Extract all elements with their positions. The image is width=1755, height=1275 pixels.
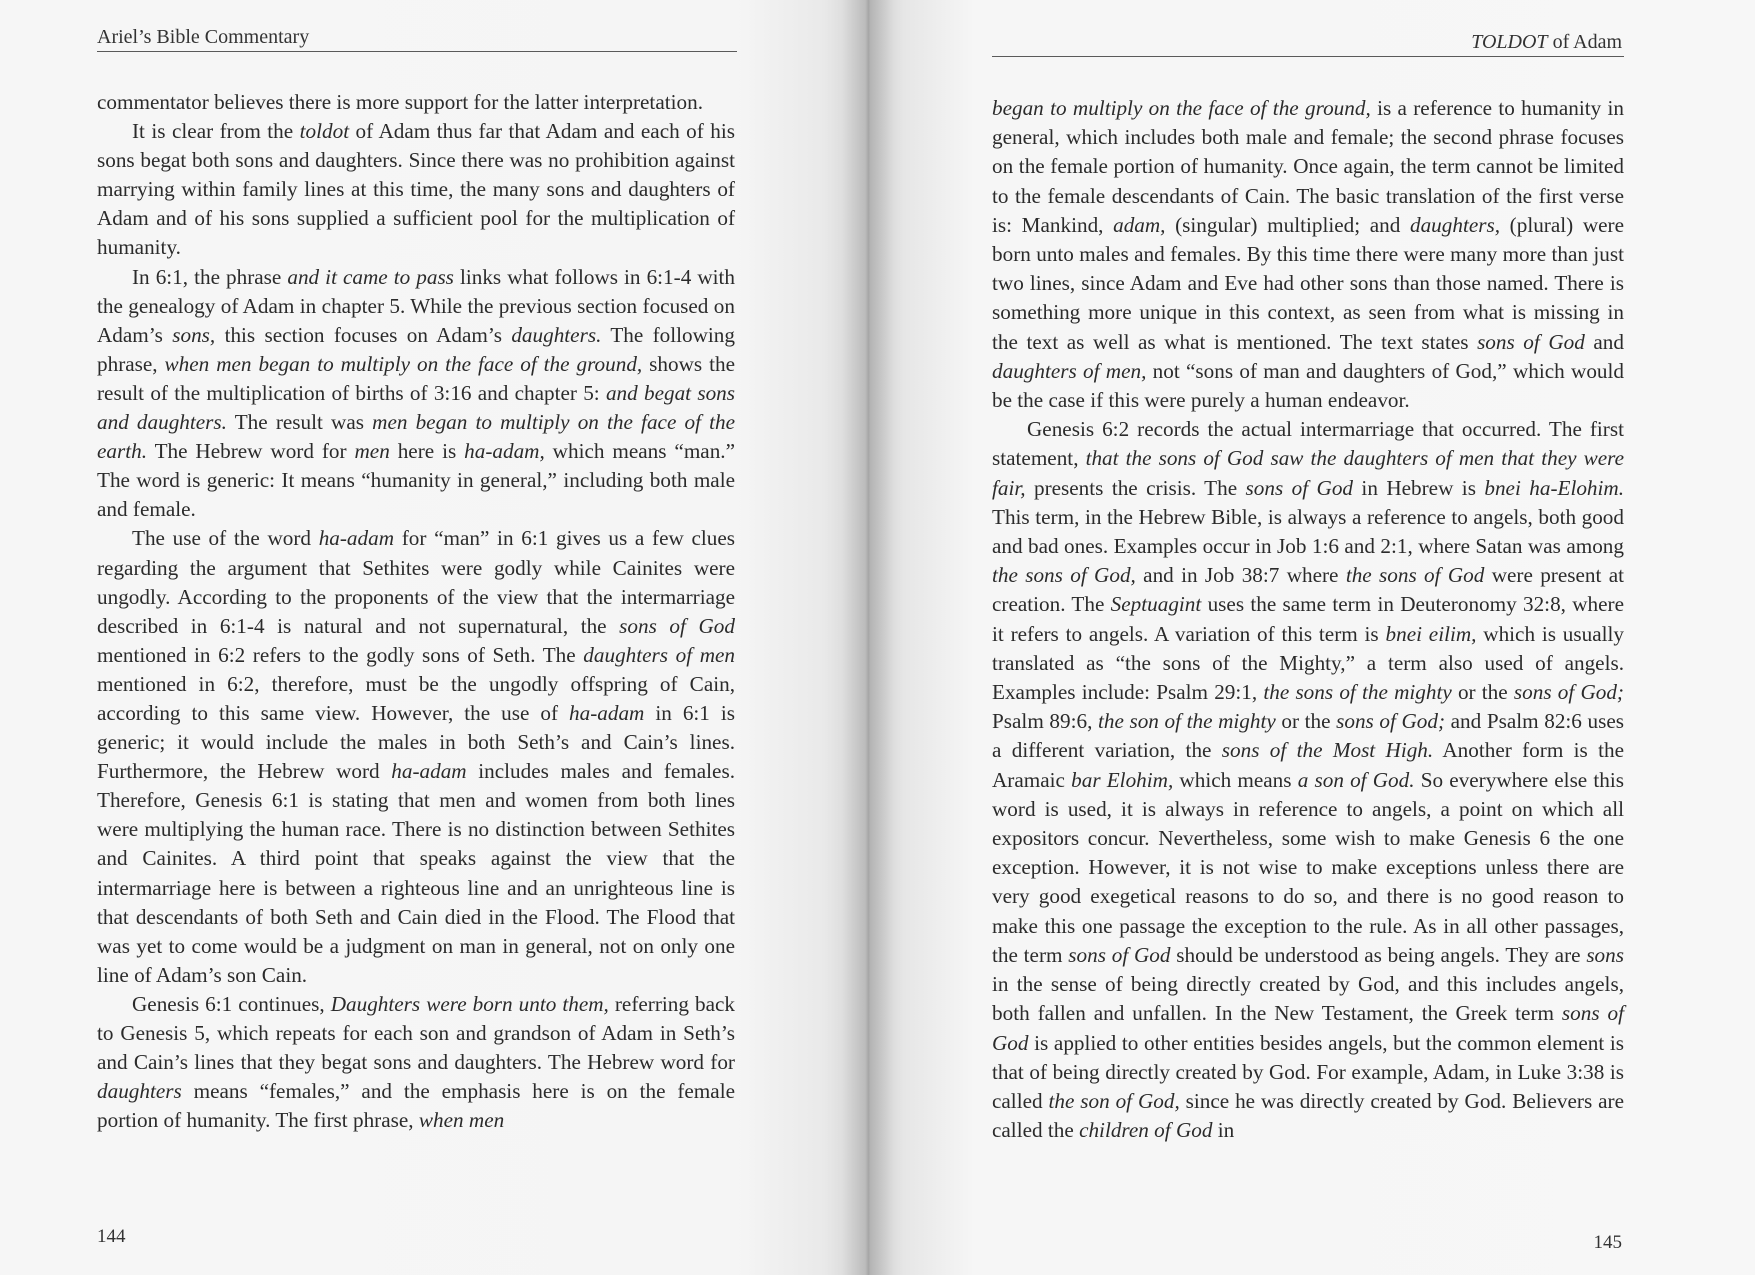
paragraph: Genesis 6:1 continues, Daughters were born unto them, referring back to Genesis 5, which repeats for each son and grandson of Adam in Seth’s and Cain’s lines that they begat sons and daughters. The Hebrew word for daughters means “females,” and the emphasis here is on the female portion of humanity. The first phrase, when men: [97, 991, 735, 1133]
paragraph: The use of the word ha-adam for “man” in 6:1 gives us a few clues regarding the argument that Sethites were godly while Cainites were ungodly. According to the proponents of the view that the intermarriage described in 6:1-4 is natural and not supernatural, the sons of God mentioned in 6:2 refers to the godly sons of Seth. The daughters of men mentioned in 6:2, therefore, must be the ungodly offspring of Cain, according to this same view. However, the use of ha-adam in 6:1 is generic; it would include the males in both Seth’s and Cain’s lines. Furthermore, the Hebrew word ha-adam includes males and females. Therefore, Genesis 6:1 is stating that men and women from both lines were multiplying the human race. There is no distinction between Sethites and Cainites. A third point that speaks against the view that the intermarriage here is between a righteous line and an unrighteous line is that descendants of both Seth and Cain died in the Flood. The Flood that was yet to come would be a judgment on man in general, not on only one line of Adam’s son Cain.: [97, 526, 736, 987]
italic-run: bnei eilim,: [1385, 621, 1477, 646]
italic-run: men: [354, 439, 390, 464]
running-head-right: [1471, 31, 1622, 54]
italic-run: children of God: [1079, 1118, 1213, 1143]
italic-run: bar Elohim,: [1071, 767, 1174, 792]
paragraph: It is clear from the toldot of Adam thus far that Adam and each of his sons begat both sons and daughters. Since there was no prohibition against marrying within family lines at this time, the many sons and daughters of Adam and of his sons supplied a sufficient pool for the multiplication of humanity.: [97, 119, 735, 260]
page-number-right: 145: [1593, 1232, 1622, 1253]
italic-run: ha-adam: [569, 700, 645, 725]
italic-run: sons of God;: [1513, 680, 1624, 705]
italic-run: that the sons of God saw the daughters of men that they were fair,: [992, 446, 1624, 500]
paragraph: commentator believes there is more support for the latter interpretation.: [97, 90, 703, 114]
italic-run: adam,: [1113, 212, 1166, 237]
italic-run: the son of the mighty: [1097, 709, 1276, 734]
header-rule-left: [97, 51, 737, 52]
italic-run: Septuagint: [1110, 592, 1202, 617]
header-rule-right: [992, 56, 1624, 57]
italic-run: a son of God.: [1297, 767, 1415, 792]
running-head-rest: of Adam: [1547, 31, 1622, 53]
italic-run: the sons of God: [1345, 563, 1485, 588]
italic-run: ha-adam: [391, 759, 467, 784]
italic-run: sons of God: [1068, 942, 1171, 967]
italic-run: began to multiply on the face of the ground,: [992, 96, 1371, 120]
left-page: [0, 0, 868, 1275]
italic-run: and begat sons and daughters.: [97, 380, 735, 435]
paragraph: In 6:1, the phrase and it came to pass links what follows in 6:1-4 with the genealogy of Adam in chapter 5. While the previous section focused on Adam’s sons, this section focuses on Adam’s daughters. The following phrase, when men began to multiply on the face of the ground, shows the result of the multiplication of births of 3:16 and chapter 5: and begat sons and daughters. The result was men began to multiply on the face of the earth. The Hebrew word for men here is ha-adam, which means “man.” The word is generic: It means “humanity in general,” including both male and female.: [97, 264, 735, 522]
italic-run: when men began to multiply on the face of the ground,: [164, 351, 643, 376]
italic-run: daughters,: [1409, 212, 1501, 237]
italic-run: ha-adam: [318, 526, 395, 551]
italic-run: toldot: [299, 119, 350, 144]
italic-run: sons of God: [992, 1001, 1624, 1055]
italic-run: sons of God: [1245, 475, 1354, 500]
italic-run: Daughters were born unto them,: [330, 991, 609, 1016]
italic-run: sons of the Most High.: [1221, 738, 1434, 763]
italic-run: and it came to pass: [287, 264, 454, 289]
left-page-body: [97, 88, 735, 1135]
italic-run: sons of God: [1477, 329, 1585, 354]
italic-run: when men: [418, 1108, 505, 1133]
running-head-left: Ariel’s Bible Commentary: [97, 26, 310, 48]
italic-run: the son of God,: [1048, 1088, 1180, 1113]
italic-run: daughters of men: [583, 642, 736, 667]
page-number-left: 144: [97, 1226, 126, 1247]
italic-run: ha-adam,: [464, 439, 545, 464]
right-page: [868, 0, 1755, 1275]
italic-run: sons of God;: [1336, 709, 1446, 734]
italic-run: the sons of the mighty: [1263, 680, 1452, 705]
italic-run: daughters of men,: [992, 358, 1147, 383]
italic-run: daughters: [97, 1079, 182, 1104]
italic-run: the sons of God,: [992, 563, 1136, 588]
italic-run: sons,: [172, 322, 216, 347]
right-page-body: [992, 94, 1624, 1145]
italic-run: bnei ha-Elohim.: [1484, 475, 1624, 500]
italic-run: sons of God: [619, 613, 735, 638]
paragraph: Genesis 6:2 records the actual intermarriage that occurred. The first statement, that the sons of God saw the daughters of men that they were fair, presents the crisis. The sons of God in Hebrew is bnei ha-Elohim. This term, in the Hebrew Bible, is always a reference to angels, both good and bad ones. Examples occur in Job 1:6 and 2:1, where Satan was among the sons of God, and in Job 38:7 where the sons of God were present at creation. The Septuagint uses the same term in Deuteronomy 32:8, where it refers to angels. A variation of this term is bnei eilim, which is usually translated as “the sons of the Mighty,” a term also used of angels. Examples include: Psalm 29:1, the sons of the mighty or the sons of God; Psalm 89:6, the son of the mighty or the sons of God; and Psalm 82:6 uses a different variation, the sons of the Most High. Another form is the Aramaic bar Elohim, which means a son of God. So everywhere else this word is used, it is always in reference to angels, a point on which all expositors concur. Nevertheless, some wish to make Genesis 6 the one exception. However, it is not wise to make exceptions unless there are very good exegetical reasons to do so, and there is no good reason to make this one passage the exception to the rule. As in all other passages, the term sons of God should be understood as being angels. They are sons in the sense of being directly created by God, and this includes angels, both fallen and unfallen. In the New Testament, the Greek term sons of God is applied to other entities besides angels, but the common element is that of being directly created by God. For example, Adam, in Luke 3:38 is called the son of God, since he was directly created by God. Believers are called the children of God in: [992, 417, 1625, 1143]
italic-run: men began to multiply on the face of the earth.: [97, 410, 735, 464]
italic-run: daughters.: [511, 322, 602, 347]
paragraph: began to multiply on the face of the ground, is a reference to humanity in general, which includes both male and female; the second phrase focuses on the female portion of humanity. Once again, the term cannot be limited to the female descendants of Cain. The basic translation of the first verse is: Mankind, adam, (singular) multiplied; and daughters, (plural) were born unto males and females. By this time there were many more than just two lines, since Adam and Eve had other sons than those named. There is something more unique in this context, as seen from what is missing in the text as well as what is mentioned. The text states sons of God and daughters of men, not “sons of man and daughters of God,” which would be the case if this were purely a human endeavor.: [992, 96, 1625, 413]
running-head-italic: TOLDOT: [1471, 31, 1548, 53]
italic-run: sons: [1586, 942, 1624, 967]
